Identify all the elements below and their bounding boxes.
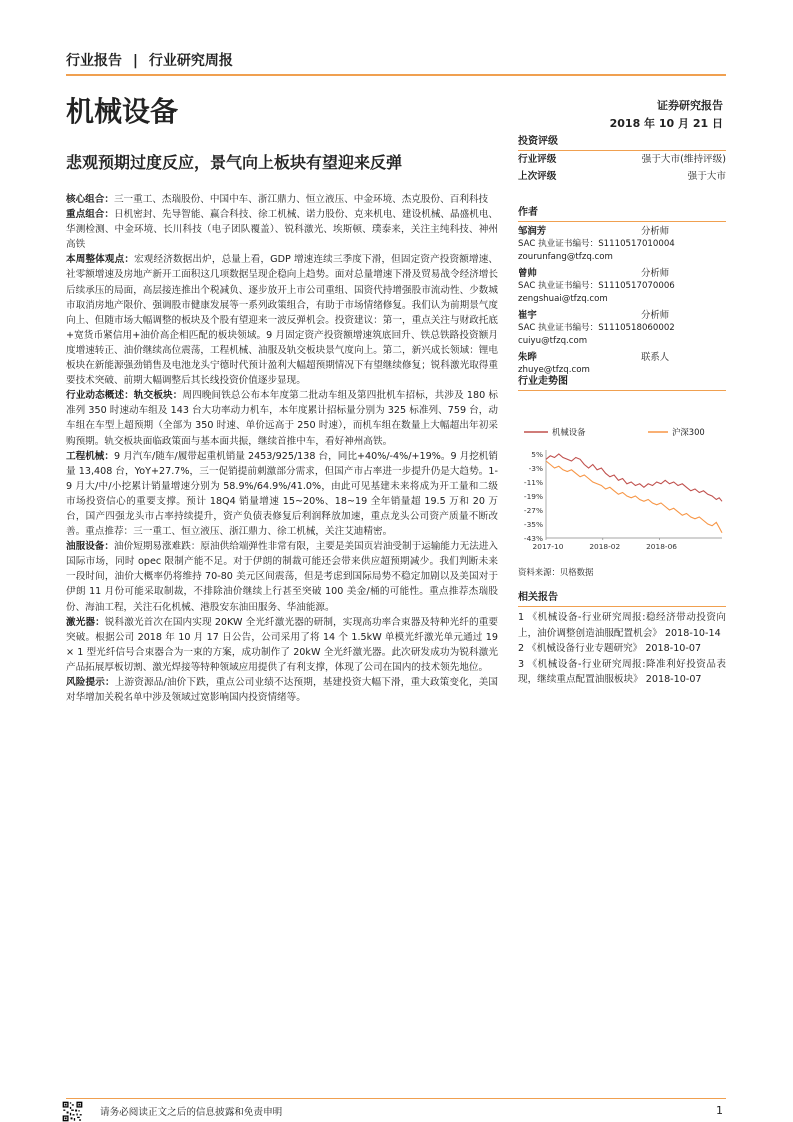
- report-category-right: 行业研究周报: [148, 53, 233, 69]
- main-body: [66, 192, 498, 705]
- y-tick-label: 5%: [531, 450, 543, 459]
- paragraph-weekly-view: [66, 252, 498, 388]
- legend-label-machinery: 机械设备: [552, 427, 586, 437]
- paragraph-label: 激光器：: [66, 616, 105, 628]
- related-report[interactable]: 2 《机械设备行业专题研究》 2018-10-07: [518, 643, 702, 654]
- rating-row-industry: [518, 151, 726, 168]
- author-block: [518, 267, 726, 306]
- rating-row-previous: [518, 168, 726, 185]
- y-tick-label: -35%: [523, 520, 543, 529]
- trend-chart: [518, 422, 726, 554]
- paragraph-rail: [66, 388, 498, 448]
- report-category: [66, 50, 233, 70]
- paragraph-risk: [66, 675, 498, 705]
- related-title: 相关报告: [518, 590, 726, 607]
- series-line-hs300: [546, 461, 722, 533]
- author-name: 朱晔: [518, 352, 537, 363]
- author-name: 崔宇: [518, 310, 537, 321]
- authors-title: 作者: [518, 205, 726, 222]
- related-report[interactable]: 1 《机械设备-行业研究周报:稳经济带动投资向上，油价调整创造油服配置机会》 2018-10-14: [518, 612, 726, 639]
- author-email[interactable]: zengshuai@tfzq.com: [518, 294, 608, 304]
- y-tick-label: -19%: [523, 492, 543, 501]
- y-axis: [524, 450, 546, 543]
- rating-section: [518, 134, 726, 185]
- author-role: 分析师: [641, 310, 670, 321]
- author-cert: SAC 执业证书编号：S1110517010004: [518, 239, 675, 249]
- author-block: [518, 225, 726, 264]
- report-type: 证券研究报告: [657, 99, 723, 112]
- series-line-machinery: [546, 454, 722, 501]
- paragraph-label: 重点组合：: [66, 209, 115, 221]
- x-tick-label: 2017-10: [532, 542, 564, 551]
- paragraph-label: 工程机械：: [66, 450, 115, 462]
- footer-disclaimer: 请务必阅读正文之后的信息披露和免责申明: [100, 1107, 283, 1118]
- author-role: 分析师: [641, 226, 670, 237]
- author-email[interactable]: cuiyu@tfzq.com: [518, 336, 588, 346]
- bottom-rule: [66, 1098, 726, 1099]
- paragraph-construction-machinery: [66, 449, 498, 540]
- chart-source: 资料来源：贝格数据: [518, 567, 594, 577]
- y-tick-label: -43%: [523, 534, 543, 543]
- paragraph-label: 油服设备：: [66, 541, 115, 553]
- qr-code-icon: [62, 1101, 83, 1122]
- author-cert: SAC 执业证书编号：S1110517070006: [518, 281, 675, 291]
- trend-title: 行业走势图: [518, 374, 726, 391]
- rating-title: 投资评级: [518, 134, 726, 151]
- paragraph-core-portfolio: [66, 192, 498, 207]
- page-title: 机械设备: [66, 95, 179, 128]
- top-rule: [66, 74, 726, 76]
- author-block: [518, 309, 726, 348]
- trend-section: [518, 374, 726, 391]
- paragraph-text: 日机密封、先导智能、赢合科技、徐工机械、诺力股份、克来机电、建设机械、晶盛机电、华测检测、中金环境、长川科技（电子团队覆盖）、锐科激光、埃斯顿、璞泰来，关注主纯科技、神州高铁: [66, 209, 499, 251]
- author-name: 曾帅: [518, 268, 537, 279]
- report-category-left: 行业报告: [66, 53, 122, 69]
- rating-value: 强于大市(维持评级): [641, 154, 726, 165]
- authors-section: [518, 205, 726, 377]
- report-date: 2018 年 10 月 21 日: [609, 117, 723, 130]
- paragraph-text: 三一重工、杰瑞股份、中国中车、浙江鼎力、恒立液压、中金环境、杰克股份、百利科技: [113, 194, 489, 205]
- related-report[interactable]: 3 《机械设备-行业研究周报:降准利好投资品表现，继续重点配置油服板块》 2018-10-07: [518, 658, 726, 685]
- paragraph-text: 上游资源品/油价下跌，重点公司业绩不达预期，基建投资大幅下滑，重大政策变化，美国对华增加关税名单中涉及领域过宽影响国内投资情绪等。: [66, 677, 499, 704]
- rating-label: 上次评级: [518, 171, 557, 182]
- x-tick-label: 2018-02: [589, 542, 621, 551]
- series-group: [546, 454, 722, 533]
- paragraph-text: 周四晚间铁总公布本年度第二批动车组及第四批机车招标，共涉及 180 标准列 350 时速动车组及 143 台大功率动力机车，本年度累计招标量分别为 325 标准列、759 台，动车组在车型上超预期（全部为 350 时速、单价远高于 250 时速），而机车组在数量上大幅超出年初采购预期。轨交板块面临政策面与基本面共振，继续首推中车，看好神州高铁。: [66, 390, 498, 447]
- legend-label-hs300: 沪深300: [672, 427, 705, 437]
- rating-label: 行业评级: [518, 154, 557, 165]
- page-number: 1: [716, 1104, 723, 1117]
- paragraph-oil-services: [66, 539, 498, 614]
- author-email[interactable]: zourunfang@tfzq.com: [518, 252, 613, 262]
- paragraph-label: 本周整体观点：: [66, 254, 135, 266]
- x-axis: [533, 538, 722, 551]
- paragraph-laser: [66, 615, 498, 675]
- paragraph-key-portfolio: [66, 207, 498, 252]
- y-tick-label: -11%: [523, 478, 543, 487]
- y-tick-label: -27%: [523, 506, 543, 515]
- headline: 悲观预期过度反应，景气向上板块有望迎来反弹: [66, 153, 403, 172]
- report-category-sep: |: [132, 53, 138, 69]
- author-email[interactable]: zhuye@tfzq.com: [518, 365, 590, 375]
- paragraph-text: 9 月汽车/随车/履带起重机销量 2453/925/138 台，同比+40%/-4%/+19%。9 月挖机销量 13,408 台，YoY+27.7%，三一促销提前刺激部分需求，但国产市占率进一步提升仍是大趋势。1-9 月大/中/小挖累计销量增速分别为 58.9%/64.9%/41.0%，由此可见基建未来将成为开工量和二级市场投资信心的重要支撑。预计 18Q4 销量增速 15~20%、18~19 全年销量超 19.5 万和 20 万台，国产四强龙头市占率持续提升，资产负债表修复后利润释放加速，重点龙头公司资产质量不断改善。重点推荐：三一重工、恒立液压、浙江鼎力、徐工机械，关注艾迪精密。: [66, 450, 499, 538]
- x-tick-label: 2018-06: [646, 542, 677, 551]
- author-role: 分析师: [641, 268, 670, 279]
- related-section: [518, 590, 726, 688]
- rating-value: 强于大市: [687, 171, 726, 182]
- paragraph-text: 油价短期易涨难跌：原油供给端弹性非常有限，主要是美国页岩油受制于运输能力无法进入国际市场，同时 opec 限制产能不足。对于伊朗的制裁可能还会带来供应超预期减少。我们判断未来一段时间，油价大概率仍将维持 70-80 美元区间震荡，但是考虑到国际局势不稳定加剧以及美国对于伊朗 11 月份可能采取制裁，不排除油价继续上行甚至突破 100 美金/桶的可能性。重点推荐杰瑞股份、海油工程，关注石化机械、港股安东油田服务、华油能源。: [66, 541, 499, 613]
- paragraph-text: 宏观经济数据出炉，总量上看，GDP 增速连续三季度下滑，但固定资产投资额增速、社零额增速及房地产新开工面积这几项数据呈现企稳向上趋势。面对总量增速下滑及贸易战令经济增长后续承压的局面，高层接连推出个税减负、逐步放开上市公司重组、国资代持增强股市流动性、少数城市取消房地产限价、强调股市健康发展等一系列政策组合，有助于市场情绪修复。我们认为前期景气度向上、但随市场大幅调整的板块及个股有望迎来一波反弹机会。投资建议：第一，重点关注与财政托底+宽货币紧信用+油价高企相匹配的板块领域。9 月固定资产投资额增速筑底回升、铁总铁路投资额月度增速转正、油价继续高位震荡，工程机械、油服及轨交板块景气度向上。第二，新兴成长领域：锂电板块在新能源强劲销售及电池龙头宁德时代预计盈利大幅超预期情况下有望继续修复；锐科激光取得重要技术突破、前期大幅调整后其长线投资价值逐步显现。: [66, 254, 499, 387]
- y-tick-label: -3%: [528, 464, 543, 473]
- paragraph-label: 核心组合：: [66, 194, 114, 205]
- paragraph-label: 风险提示：: [66, 677, 115, 688]
- author-cert: SAC 执业证书编号：S1110518060002: [518, 323, 675, 333]
- paragraph-label: 行业动态概述：轨交板块：: [66, 390, 183, 402]
- paragraph-text: 锐科激光首次在国内实现 20KW 全光纤激光器的研制，实现高功率合束器及特种光纤的重要突破。根据公司 2018 年 10 月 17 日公告，公司采用了将 14 个 1.5kW 单模光纤激光单元通过 19 × 1 型光纤信号合束器合为一束的方案，成功制作了 20kW 全光纤激光器。此次研发成功为锐科激光产品拓展厚板切割、激光焊接等特种领域应用提供了有利支撑，体现了公司在国内的技术领先地位。: [66, 616, 498, 673]
- author-role: 联系人: [641, 352, 670, 363]
- author-name: 邹润芳: [518, 226, 547, 237]
